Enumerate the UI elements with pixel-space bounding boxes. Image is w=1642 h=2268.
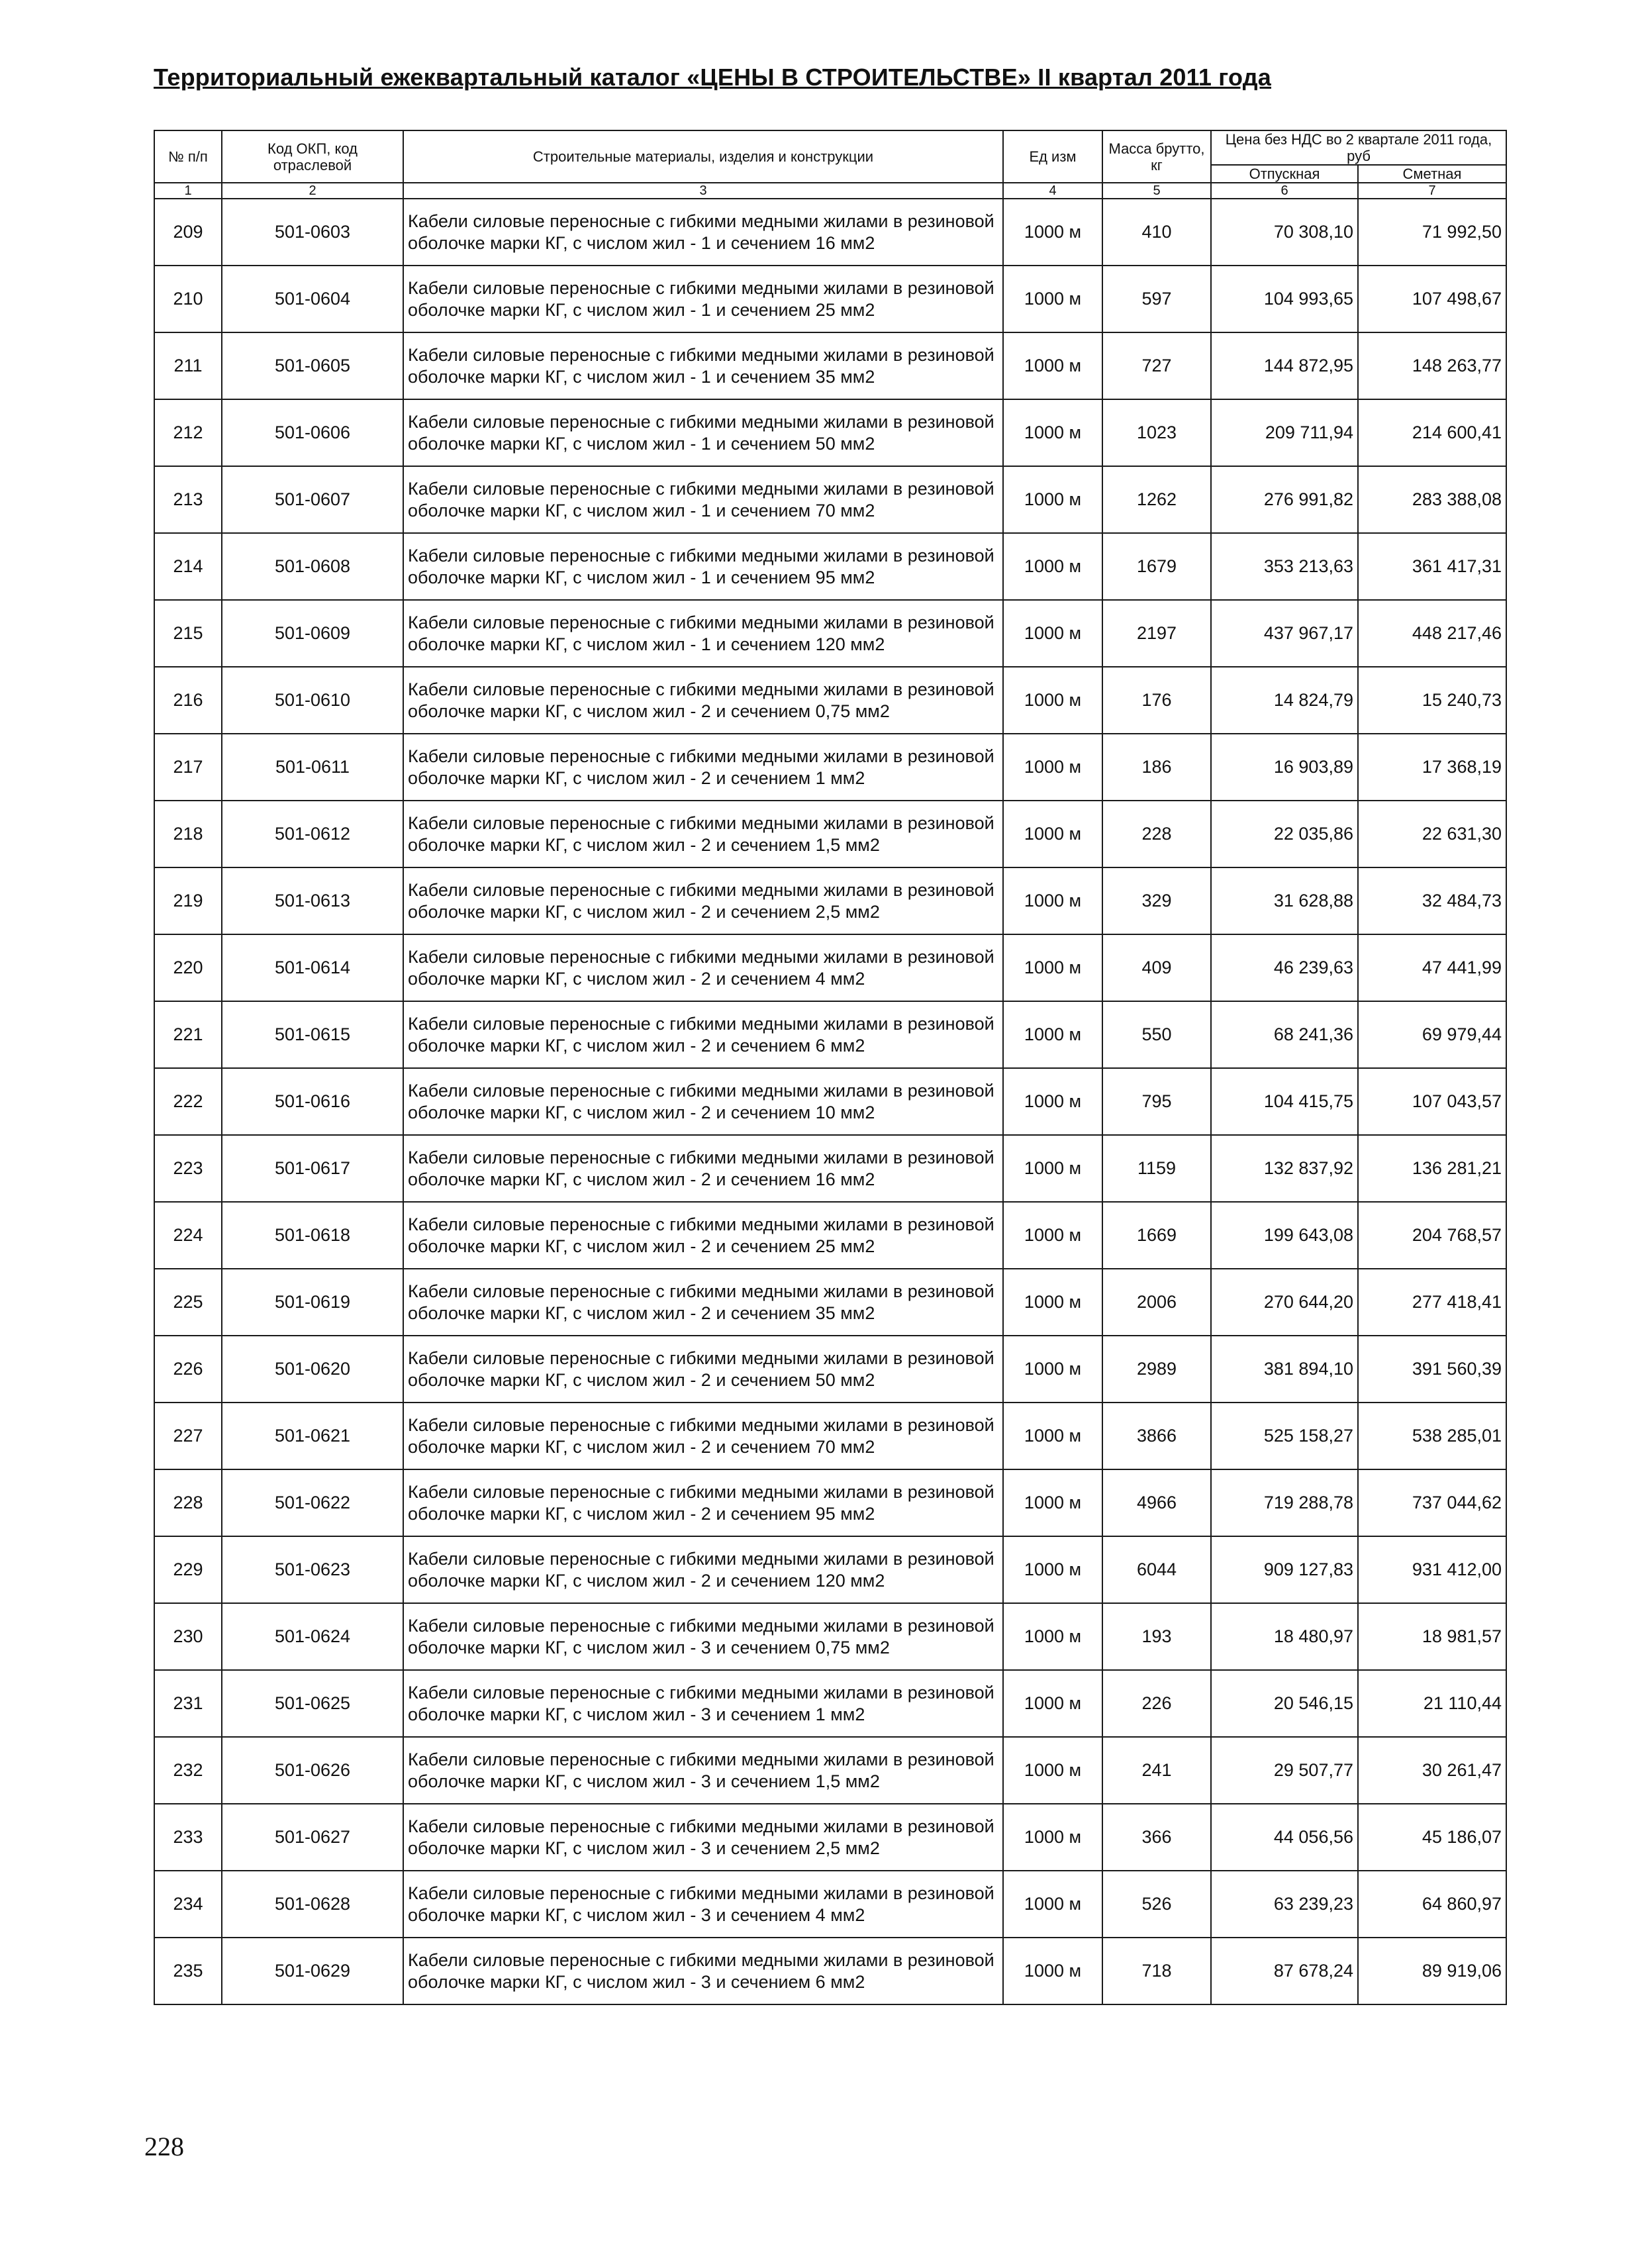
table-row xyxy=(154,332,1506,399)
row-code: 501-0616 xyxy=(222,1068,403,1135)
row-price-release: 22 035,86 xyxy=(1211,801,1358,867)
price-catalog-table xyxy=(154,130,1507,2005)
row-mass: 1262 xyxy=(1102,466,1211,533)
table-row xyxy=(154,1202,1506,1269)
row-name: Кабели силовые переносные с гибкими медными жилами в резиновой оболочке марки КГ, с числом жил - 2 и сечением 1,5 мм2 xyxy=(403,801,1003,867)
row-price-release: 132 837,92 xyxy=(1211,1135,1358,1202)
row-price-release: 381 894,10 xyxy=(1211,1336,1358,1403)
row-unit: 1000 м xyxy=(1003,1670,1102,1737)
header-price-group: Цена без НДС во 2 квартале 2011 года, руб xyxy=(1211,130,1506,165)
row-price-estimate: 47 441,99 xyxy=(1358,934,1506,1001)
row-price-estimate: 64 860,97 xyxy=(1358,1871,1506,1938)
row-price-release: 719 288,78 xyxy=(1211,1469,1358,1536)
row-price-estimate: 107 498,67 xyxy=(1358,266,1506,332)
table-row xyxy=(154,1068,1506,1135)
row-unit: 1000 м xyxy=(1003,1403,1102,1469)
row-code: 501-0611 xyxy=(222,734,403,801)
table-row xyxy=(154,466,1506,533)
row-price-estimate: 89 919,06 xyxy=(1358,1938,1506,2004)
row-mass: 3866 xyxy=(1102,1403,1211,1469)
row-mass: 795 xyxy=(1102,1068,1211,1135)
column-number: 4 xyxy=(1003,183,1102,199)
row-name: Кабели силовые переносные с гибкими медными жилами в резиновой оболочке марки КГ, с числом жил - 3 и сечением 0,75 мм2 xyxy=(403,1603,1003,1670)
header-mass: Масса брутто, кг xyxy=(1102,130,1211,183)
row-unit: 1000 м xyxy=(1003,1871,1102,1938)
row-name: Кабели силовые переносные с гибкими медными жилами в резиновой оболочке марки КГ, с числом жил - 1 и сечением 95 мм2 xyxy=(403,533,1003,600)
row-unit: 1000 м xyxy=(1003,1469,1102,1536)
row-price-release: 525 158,27 xyxy=(1211,1403,1358,1469)
row-name: Кабели силовые переносные с гибкими медными жилами в резиновой оболочке марки КГ, с числом жил - 3 и сечением 2,5 мм2 xyxy=(403,1804,1003,1871)
row-price-release: 14 824,79 xyxy=(1211,667,1358,734)
row-name: Кабели силовые переносные с гибкими медными жилами в резиновой оболочке марки КГ, с числом жил - 3 и сечением 4 мм2 xyxy=(403,1871,1003,1938)
table-row xyxy=(154,533,1506,600)
column-number: 2 xyxy=(222,183,403,199)
row-unit: 1000 м xyxy=(1003,1269,1102,1336)
row-price-release: 20 546,15 xyxy=(1211,1670,1358,1737)
row-price-estimate: 148 263,77 xyxy=(1358,332,1506,399)
row-price-estimate: 448 217,46 xyxy=(1358,600,1506,667)
row-code: 501-0624 xyxy=(222,1603,403,1670)
column-number: 5 xyxy=(1102,183,1211,199)
row-name: Кабели силовые переносные с гибкими медными жилами в резиновой оболочке марки КГ, с числом жил - 1 и сечением 50 мм2 xyxy=(403,399,1003,466)
row-price-estimate: 204 768,57 xyxy=(1358,1202,1506,1269)
row-price-release: 29 507,77 xyxy=(1211,1737,1358,1804)
row-unit: 1000 м xyxy=(1003,1737,1102,1804)
column-number: 6 xyxy=(1211,183,1358,199)
row-mass: 597 xyxy=(1102,266,1211,332)
row-price-estimate: 737 044,62 xyxy=(1358,1469,1506,1536)
row-mass: 4966 xyxy=(1102,1469,1211,1536)
row-price-release: 909 127,83 xyxy=(1211,1536,1358,1603)
row-number: 233 xyxy=(154,1804,222,1871)
row-number: 218 xyxy=(154,801,222,867)
row-mass: 1159 xyxy=(1102,1135,1211,1202)
table-row xyxy=(154,867,1506,934)
row-code: 501-0615 xyxy=(222,1001,403,1068)
row-code: 501-0610 xyxy=(222,667,403,734)
row-number: 228 xyxy=(154,1469,222,1536)
row-code: 501-0622 xyxy=(222,1469,403,1536)
row-number: 227 xyxy=(154,1403,222,1469)
header-row xyxy=(154,130,1506,165)
row-mass: 1669 xyxy=(1102,1202,1211,1269)
row-number: 226 xyxy=(154,1336,222,1403)
row-mass: 2197 xyxy=(1102,600,1211,667)
row-price-estimate: 214 600,41 xyxy=(1358,399,1506,466)
row-name: Кабели силовые переносные с гибкими медными жилами в резиновой оболочке марки КГ, с числом жил - 3 и сечением 6 мм2 xyxy=(403,1938,1003,2004)
page-title: Территориальный ежеквартальный каталог «ЦЕНЫ В СТРОИТЕЛЬСТВЕ» II квартал 2011 года xyxy=(154,64,1272,91)
row-price-release: 63 239,23 xyxy=(1211,1871,1358,1938)
row-unit: 1000 м xyxy=(1003,1804,1102,1871)
row-number: 211 xyxy=(154,332,222,399)
row-mass: 193 xyxy=(1102,1603,1211,1670)
row-price-estimate: 30 261,47 xyxy=(1358,1737,1506,1804)
row-price-release: 199 643,08 xyxy=(1211,1202,1358,1269)
table-row xyxy=(154,934,1506,1001)
table-row xyxy=(154,1403,1506,1469)
row-price-release: 44 056,56 xyxy=(1211,1804,1358,1871)
table-row xyxy=(154,399,1506,466)
table-row xyxy=(154,1938,1506,2004)
row-mass: 550 xyxy=(1102,1001,1211,1068)
row-code: 501-0627 xyxy=(222,1804,403,1871)
row-number: 209 xyxy=(154,199,222,266)
row-price-estimate: 283 388,08 xyxy=(1358,466,1506,533)
row-unit: 1000 м xyxy=(1003,199,1102,266)
row-price-estimate: 538 285,01 xyxy=(1358,1403,1506,1469)
row-number: 223 xyxy=(154,1135,222,1202)
row-price-release: 437 967,17 xyxy=(1211,600,1358,667)
row-unit: 1000 м xyxy=(1003,1938,1102,2004)
row-unit: 1000 м xyxy=(1003,332,1102,399)
row-name: Кабели силовые переносные с гибкими медными жилами в резиновой оболочке марки КГ, с числом жил - 2 и сечением 2,5 мм2 xyxy=(403,867,1003,934)
table-body xyxy=(154,199,1506,2004)
row-number: 213 xyxy=(154,466,222,533)
row-number: 222 xyxy=(154,1068,222,1135)
table-row xyxy=(154,266,1506,332)
row-number: 216 xyxy=(154,667,222,734)
row-number: 221 xyxy=(154,1001,222,1068)
row-price-estimate: 21 110,44 xyxy=(1358,1670,1506,1737)
row-number: 232 xyxy=(154,1737,222,1804)
row-mass: 329 xyxy=(1102,867,1211,934)
row-code: 501-0607 xyxy=(222,466,403,533)
row-price-release: 70 308,10 xyxy=(1211,199,1358,266)
row-unit: 1000 м xyxy=(1003,466,1102,533)
row-unit: 1000 м xyxy=(1003,1135,1102,1202)
row-price-estimate: 15 240,73 xyxy=(1358,667,1506,734)
table-row xyxy=(154,1336,1506,1403)
row-price-estimate: 22 631,30 xyxy=(1358,801,1506,867)
row-name: Кабели силовые переносные с гибкими медными жилами в резиновой оболочке марки КГ, с числом жил - 2 и сечением 0,75 мм2 xyxy=(403,667,1003,734)
row-unit: 1000 м xyxy=(1003,734,1102,801)
row-code: 501-0619 xyxy=(222,1269,403,1336)
row-code: 501-0605 xyxy=(222,332,403,399)
table-row xyxy=(154,1469,1506,1536)
row-code: 501-0620 xyxy=(222,1336,403,1403)
row-mass: 6044 xyxy=(1102,1536,1211,1603)
table-row xyxy=(154,1603,1506,1670)
row-price-release: 16 903,89 xyxy=(1211,734,1358,801)
row-mass: 718 xyxy=(1102,1938,1211,2004)
row-number: 214 xyxy=(154,533,222,600)
table-row xyxy=(154,1804,1506,1871)
header-num: № п/п xyxy=(154,130,222,183)
table-row xyxy=(154,1536,1506,1603)
row-number: 229 xyxy=(154,1536,222,1603)
row-code: 501-0609 xyxy=(222,600,403,667)
row-unit: 1000 м xyxy=(1003,1603,1102,1670)
row-name: Кабели силовые переносные с гибкими медными жилами в резиновой оболочке марки КГ, с числом жил - 3 и сечением 1,5 мм2 xyxy=(403,1737,1003,1804)
row-number: 234 xyxy=(154,1871,222,1938)
header-name: Строительные материалы, изделия и конструкции xyxy=(403,130,1003,183)
row-mass: 226 xyxy=(1102,1670,1211,1737)
row-name: Кабели силовые переносные с гибкими медными жилами в резиновой оболочке марки КГ, с числом жил - 2 и сечением 95 мм2 xyxy=(403,1469,1003,1536)
row-price-release: 68 241,36 xyxy=(1211,1001,1358,1068)
row-mass: 526 xyxy=(1102,1871,1211,1938)
row-number: 230 xyxy=(154,1603,222,1670)
row-number: 225 xyxy=(154,1269,222,1336)
row-code: 501-0618 xyxy=(222,1202,403,1269)
table-row xyxy=(154,1269,1506,1336)
row-name: Кабели силовые переносные с гибкими медными жилами в резиновой оболочке марки КГ, с числом жил - 1 и сечением 25 мм2 xyxy=(403,266,1003,332)
column-number: 3 xyxy=(403,183,1003,199)
row-price-release: 144 872,95 xyxy=(1211,332,1358,399)
row-code: 501-0629 xyxy=(222,1938,403,2004)
row-mass: 409 xyxy=(1102,934,1211,1001)
column-number-row xyxy=(154,183,1506,199)
row-price-release: 31 628,88 xyxy=(1211,867,1358,934)
table-row xyxy=(154,600,1506,667)
row-price-estimate: 107 043,57 xyxy=(1358,1068,1506,1135)
row-mass: 176 xyxy=(1102,667,1211,734)
row-number: 212 xyxy=(154,399,222,466)
row-code: 501-0623 xyxy=(222,1536,403,1603)
table-row xyxy=(154,1871,1506,1938)
row-price-estimate: 69 979,44 xyxy=(1358,1001,1506,1068)
row-mass: 727 xyxy=(1102,332,1211,399)
row-name: Кабели силовые переносные с гибкими медными жилами в резиновой оболочке марки КГ, с числом жил - 2 и сечением 1 мм2 xyxy=(403,734,1003,801)
row-name: Кабели силовые переносные с гибкими медными жилами в резиновой оболочке марки КГ, с числом жил - 2 и сечением 25 мм2 xyxy=(403,1202,1003,1269)
row-number: 215 xyxy=(154,600,222,667)
row-code: 501-0608 xyxy=(222,533,403,600)
row-unit: 1000 м xyxy=(1003,399,1102,466)
row-mass: 1679 xyxy=(1102,533,1211,600)
row-number: 231 xyxy=(154,1670,222,1737)
row-unit: 1000 м xyxy=(1003,266,1102,332)
row-name: Кабели силовые переносные с гибкими медными жилами в резиновой оболочке марки КГ, с числом жил - 1 и сечением 70 мм2 xyxy=(403,466,1003,533)
row-mass: 241 xyxy=(1102,1737,1211,1804)
header-price-release: Отпускная xyxy=(1211,165,1358,183)
row-unit: 1000 м xyxy=(1003,1068,1102,1135)
row-name: Кабели силовые переносные с гибкими медными жилами в резиновой оболочке марки КГ, с числом жил - 2 и сечением 70 мм2 xyxy=(403,1403,1003,1469)
row-code: 501-0614 xyxy=(222,934,403,1001)
row-price-estimate: 71 992,50 xyxy=(1358,199,1506,266)
row-name: Кабели силовые переносные с гибкими медными жилами в резиновой оболочке марки КГ, с числом жил - 2 и сечением 10 мм2 xyxy=(403,1068,1003,1135)
column-number: 1 xyxy=(154,183,222,199)
header-code: Код ОКП, код отраслевой xyxy=(222,130,403,183)
row-name: Кабели силовые переносные с гибкими медными жилами в резиновой оболочке марки КГ, с числом жил - 2 и сечением 4 мм2 xyxy=(403,934,1003,1001)
row-code: 501-0621 xyxy=(222,1403,403,1469)
row-name: Кабели силовые переносные с гибкими медными жилами в резиновой оболочке марки КГ, с числом жил - 2 и сечением 16 мм2 xyxy=(403,1135,1003,1202)
row-price-estimate: 277 418,41 xyxy=(1358,1269,1506,1336)
row-unit: 1000 м xyxy=(1003,1536,1102,1603)
row-price-estimate: 931 412,00 xyxy=(1358,1536,1506,1603)
table-row xyxy=(154,1737,1506,1804)
row-price-release: 46 239,63 xyxy=(1211,934,1358,1001)
row-unit: 1000 м xyxy=(1003,600,1102,667)
table-row xyxy=(154,1001,1506,1068)
row-mass: 366 xyxy=(1102,1804,1211,1871)
column-number: 7 xyxy=(1358,183,1506,199)
row-name: Кабели силовые переносные с гибкими медными жилами в резиновой оболочке марки КГ, с числом жил - 2 и сечением 120 мм2 xyxy=(403,1536,1003,1603)
table-row xyxy=(154,667,1506,734)
table-row xyxy=(154,1670,1506,1737)
row-code: 501-0603 xyxy=(222,199,403,266)
row-mass: 228 xyxy=(1102,801,1211,867)
row-mass: 410 xyxy=(1102,199,1211,266)
row-code: 501-0617 xyxy=(222,1135,403,1202)
row-code: 501-0604 xyxy=(222,266,403,332)
page-number: 228 xyxy=(144,2132,184,2161)
row-code: 501-0625 xyxy=(222,1670,403,1737)
row-price-release: 209 711,94 xyxy=(1211,399,1358,466)
header-price-estimate: Сметная xyxy=(1358,165,1506,183)
table-row xyxy=(154,734,1506,801)
row-price-estimate: 18 981,57 xyxy=(1358,1603,1506,1670)
row-mass: 186 xyxy=(1102,734,1211,801)
row-price-estimate: 45 186,07 xyxy=(1358,1804,1506,1871)
row-mass: 2989 xyxy=(1102,1336,1211,1403)
row-mass: 1023 xyxy=(1102,399,1211,466)
row-price-estimate: 32 484,73 xyxy=(1358,867,1506,934)
row-unit: 1000 м xyxy=(1003,1001,1102,1068)
header-unit: Ед изм xyxy=(1003,130,1102,183)
row-number: 210 xyxy=(154,266,222,332)
row-price-release: 104 415,75 xyxy=(1211,1068,1358,1135)
row-price-estimate: 136 281,21 xyxy=(1358,1135,1506,1202)
table-row xyxy=(154,1135,1506,1202)
row-unit: 1000 м xyxy=(1003,867,1102,934)
row-number: 224 xyxy=(154,1202,222,1269)
row-code: 501-0606 xyxy=(222,399,403,466)
table-row xyxy=(154,199,1506,266)
row-price-estimate: 361 417,31 xyxy=(1358,533,1506,600)
row-unit: 1000 м xyxy=(1003,1336,1102,1403)
row-price-estimate: 17 368,19 xyxy=(1358,734,1506,801)
row-name: Кабели силовые переносные с гибкими медными жилами в резиновой оболочке марки КГ, с числом жил - 1 и сечением 16 мм2 xyxy=(403,199,1003,266)
row-name: Кабели силовые переносные с гибкими медными жилами в резиновой оболочке марки КГ, с числом жил - 2 и сечением 35 мм2 xyxy=(403,1269,1003,1336)
row-code: 501-0613 xyxy=(222,867,403,934)
row-name: Кабели силовые переносные с гибкими медными жилами в резиновой оболочке марки КГ, с числом жил - 2 и сечением 50 мм2 xyxy=(403,1336,1003,1403)
row-price-release: 353 213,63 xyxy=(1211,533,1358,600)
row-number: 219 xyxy=(154,867,222,934)
row-name: Кабели силовые переносные с гибкими медными жилами в резиновой оболочке марки КГ, с числом жил - 2 и сечением 6 мм2 xyxy=(403,1001,1003,1068)
row-unit: 1000 м xyxy=(1003,533,1102,600)
row-price-release: 104 993,65 xyxy=(1211,266,1358,332)
table-row xyxy=(154,801,1506,867)
row-price-release: 276 991,82 xyxy=(1211,466,1358,533)
row-price-release: 270 644,20 xyxy=(1211,1269,1358,1336)
row-price-estimate: 391 560,39 xyxy=(1358,1336,1506,1403)
row-name: Кабели силовые переносные с гибкими медными жилами в резиновой оболочке марки КГ, с числом жил - 3 и сечением 1 мм2 xyxy=(403,1670,1003,1737)
row-price-release: 87 678,24 xyxy=(1211,1938,1358,2004)
row-code: 501-0626 xyxy=(222,1737,403,1804)
row-number: 220 xyxy=(154,934,222,1001)
row-price-release: 18 480,97 xyxy=(1211,1603,1358,1670)
row-unit: 1000 м xyxy=(1003,801,1102,867)
row-number: 235 xyxy=(154,1938,222,2004)
row-mass: 2006 xyxy=(1102,1269,1211,1336)
row-number: 217 xyxy=(154,734,222,801)
row-name: Кабели силовые переносные с гибкими медными жилами в резиновой оболочке марки КГ, с числом жил - 1 и сечением 35 мм2 xyxy=(403,332,1003,399)
row-code: 501-0612 xyxy=(222,801,403,867)
row-unit: 1000 м xyxy=(1003,934,1102,1001)
row-unit: 1000 м xyxy=(1003,1202,1102,1269)
row-name: Кабели силовые переносные с гибкими медными жилами в резиновой оболочке марки КГ, с числом жил - 1 и сечением 120 мм2 xyxy=(403,600,1003,667)
row-unit: 1000 м xyxy=(1003,667,1102,734)
row-code: 501-0628 xyxy=(222,1871,403,1938)
